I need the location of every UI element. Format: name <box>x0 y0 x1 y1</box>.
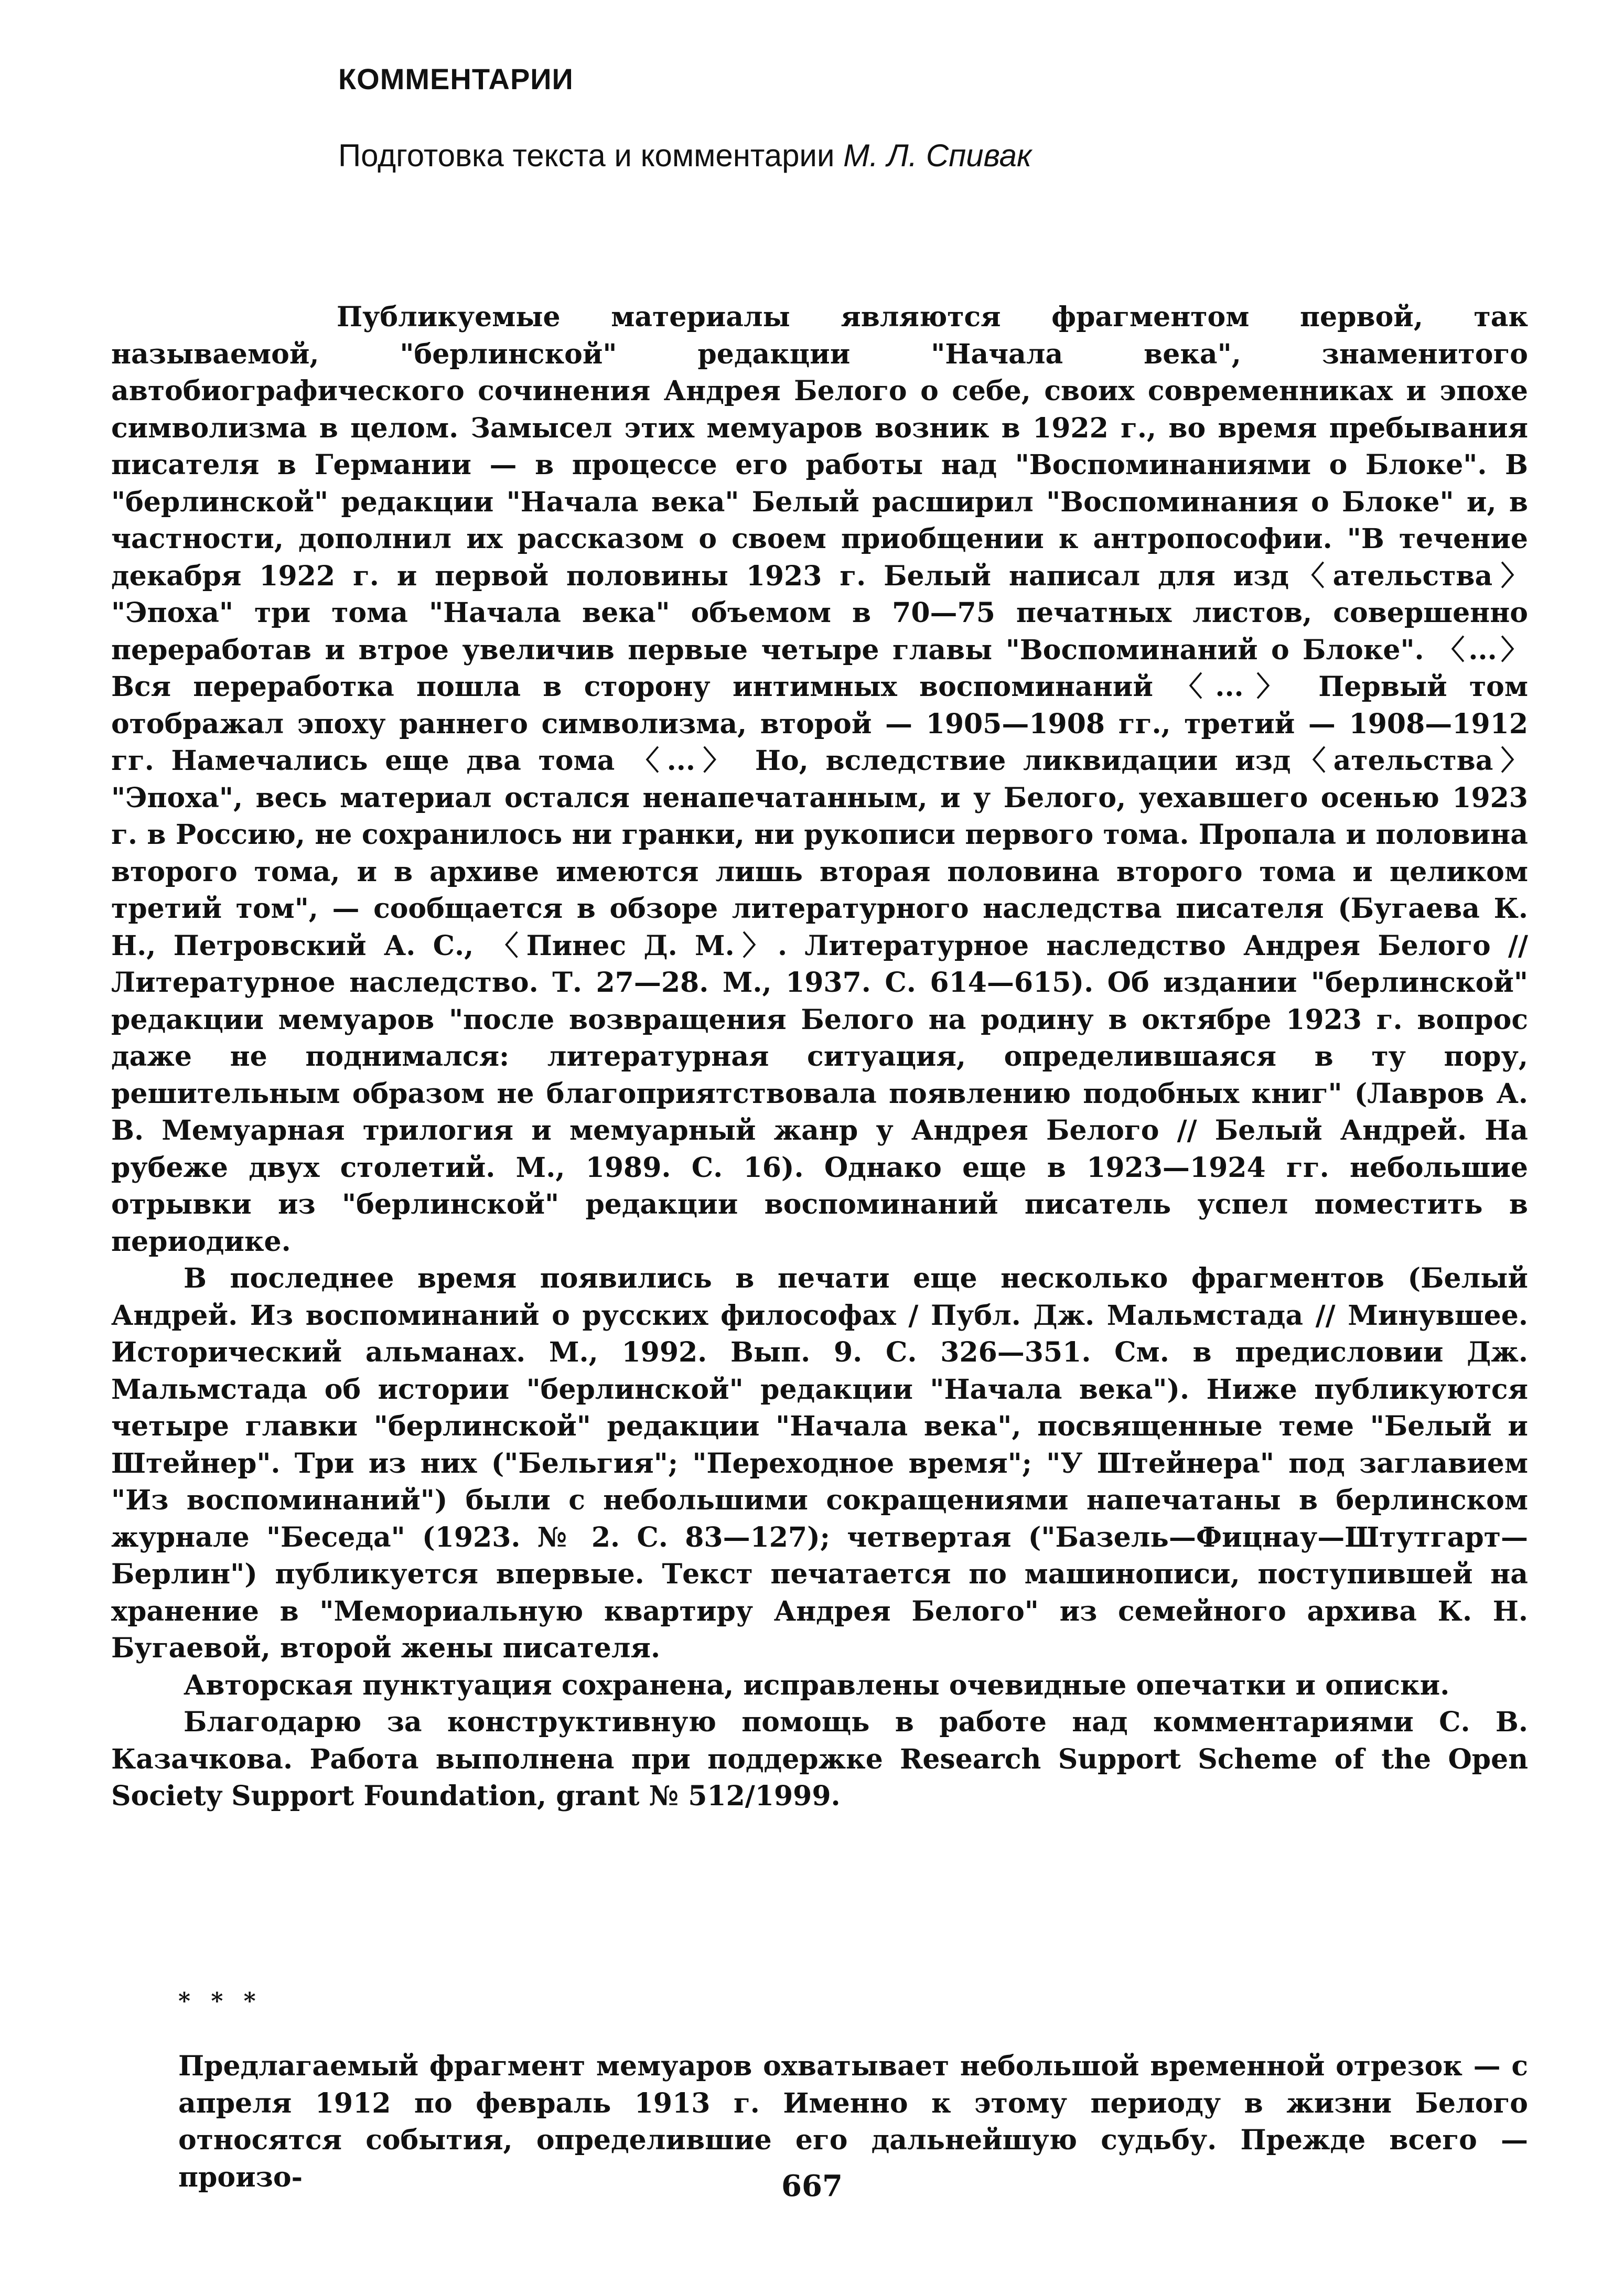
paragraph-intro: Публикуемые материалы являются фрагментом первой, так называемой, "берлинской" редакции "Начала века", знаменитого автобиографического сочинения Андрея Белого о себе, своих современниках и эпохе символизма в целом. Замысел этих мемуаров возник в 1922 г., во время пребывания писателя в Германии — в процессе его работы над "Воспоминаниями о Блоке". В "берлинской" редакции "Начала века" Белый расширил "Воспоминания о Блоке" и, в частности, дополнил их рассказом о своем приобщении к антропософии. "В течение декабря 1922 г. и первой половины 1923 г. Белый написал для изд〈ательства〉 "Эпоха" три тома "Начала века" объемом в 70—75 печатных листов, совершенно переработав и втрое увеличив первые четыре главы "Воспоминаний о Блоке". 〈...〉 Вся переработка пошла в сторону интимных воспоминаний 〈...〉 Первый том отображал эпоху раннего символизма, второй — 1905—1908 гг., третий — 1908—1912 гг. Намечались еще два тома 〈...〉 Но, вследствие ликвидации изд〈ательства〉 "Эпоха", весь материал остался ненапечатанным, и у Белого, уехавшего осенью 1923 г. в Россию, не сохранилось ни гранки, ни рукописи первого тома. Пропала и половина второго тома, и в архиве имеются лишь вторая половина второго тома и целиком третий том", — сообщается в обзоре литературного наследства писателя (Бугаева К. Н., Петровский А. С., 〈Пинес Д. М.〉. Литературное наследство Андрея Белого // Литературное наследство. Т. 27—28. М., 1937. С. 614—615). Об издании "берлинской" редакции мемуаров "после возвращения Белого на родину в октябре 1923 г. вопрос даже не поднимался: литературная ситуация, определившаяся в ту пору, решительным образом не благоприятствовала появлению подобных книг" (Лавров А. В. Мемуарная трилогия и мемуарный жанр у Андрея Белого // Белый Андрей. На рубеже двух столетий. М., 1989. С. 16). Однако еще в 1923—1924 гг. небольшие отрывки из "берлинской" редакции воспоминаний писатель успел поместить в периодике. <box>111 301 1528 1258</box>
section-title: КОММЕНТАРИИ <box>338 62 574 95</box>
paragraph-acknowledgements: Благодарю за конструктивную помощь в работе над комментариями С. В. Казачкова. Работа выполнена при поддержке Research Support Scheme of the Open Society Support Foundation, grant № 512/1999. <box>111 1706 1528 1812</box>
subtitle-author: М. Л. Спивак <box>843 138 1032 173</box>
subtitle-prefix: Подготовка текста и комментарии <box>338 138 844 173</box>
paragraph-recent-fragments: В последнее время появились в печати еще несколько фрагментов (Белый Андрей. Из воспоминаний о русских философах / Публ. Дж. Мальмстада // Минувшее. Исторический альманах. М., 1992. Вып. 9. С. 326—351. См. в предисловии Дж. Мальмстада об истории "берлинской" редакции "Начала века"). Ниже публикуются четыре главки "берлинской" редакции "Начала века", посвященные теме "Белый и Штейнер". Три из них ("Бельгия"; "Переходное время"; "У Штейнера" под заглавием "Из воспоминаний") были с небольшими сокращениями напечатаны в берлинском журнале "Беседа" (1923. № 2. С. 83—127); четвертая ("Базель—Фицнау—Штутгарт—Берлин") публикуется впервые. Текст печатается по машинописи, поступившей на хранение в "Мемориальную квартиру Андрея Белого" из семейного архива К. Н. Бугаевой, второй жены писателя. <box>111 1262 1528 1664</box>
subtitle <box>338 137 1031 174</box>
section-separator: * * * <box>178 1988 262 2015</box>
commentary-body <box>111 299 1528 1815</box>
paragraph-punctuation-note: Авторская пунктуация сохранена, исправлены очевидные опечатки и описки. <box>184 1669 1450 1701</box>
page-number: 667 <box>781 2169 843 2203</box>
paragraph-closing: Предлагаемый фрагмент мемуаров охватывает небольшой временной отрезок — с апреля 1912 по февраль 1913 г. Именно к этому периоду в жизни Белого относятся события, определившие его дальнейшую судьбу. Прежде всего — произо- <box>178 2050 1528 2193</box>
